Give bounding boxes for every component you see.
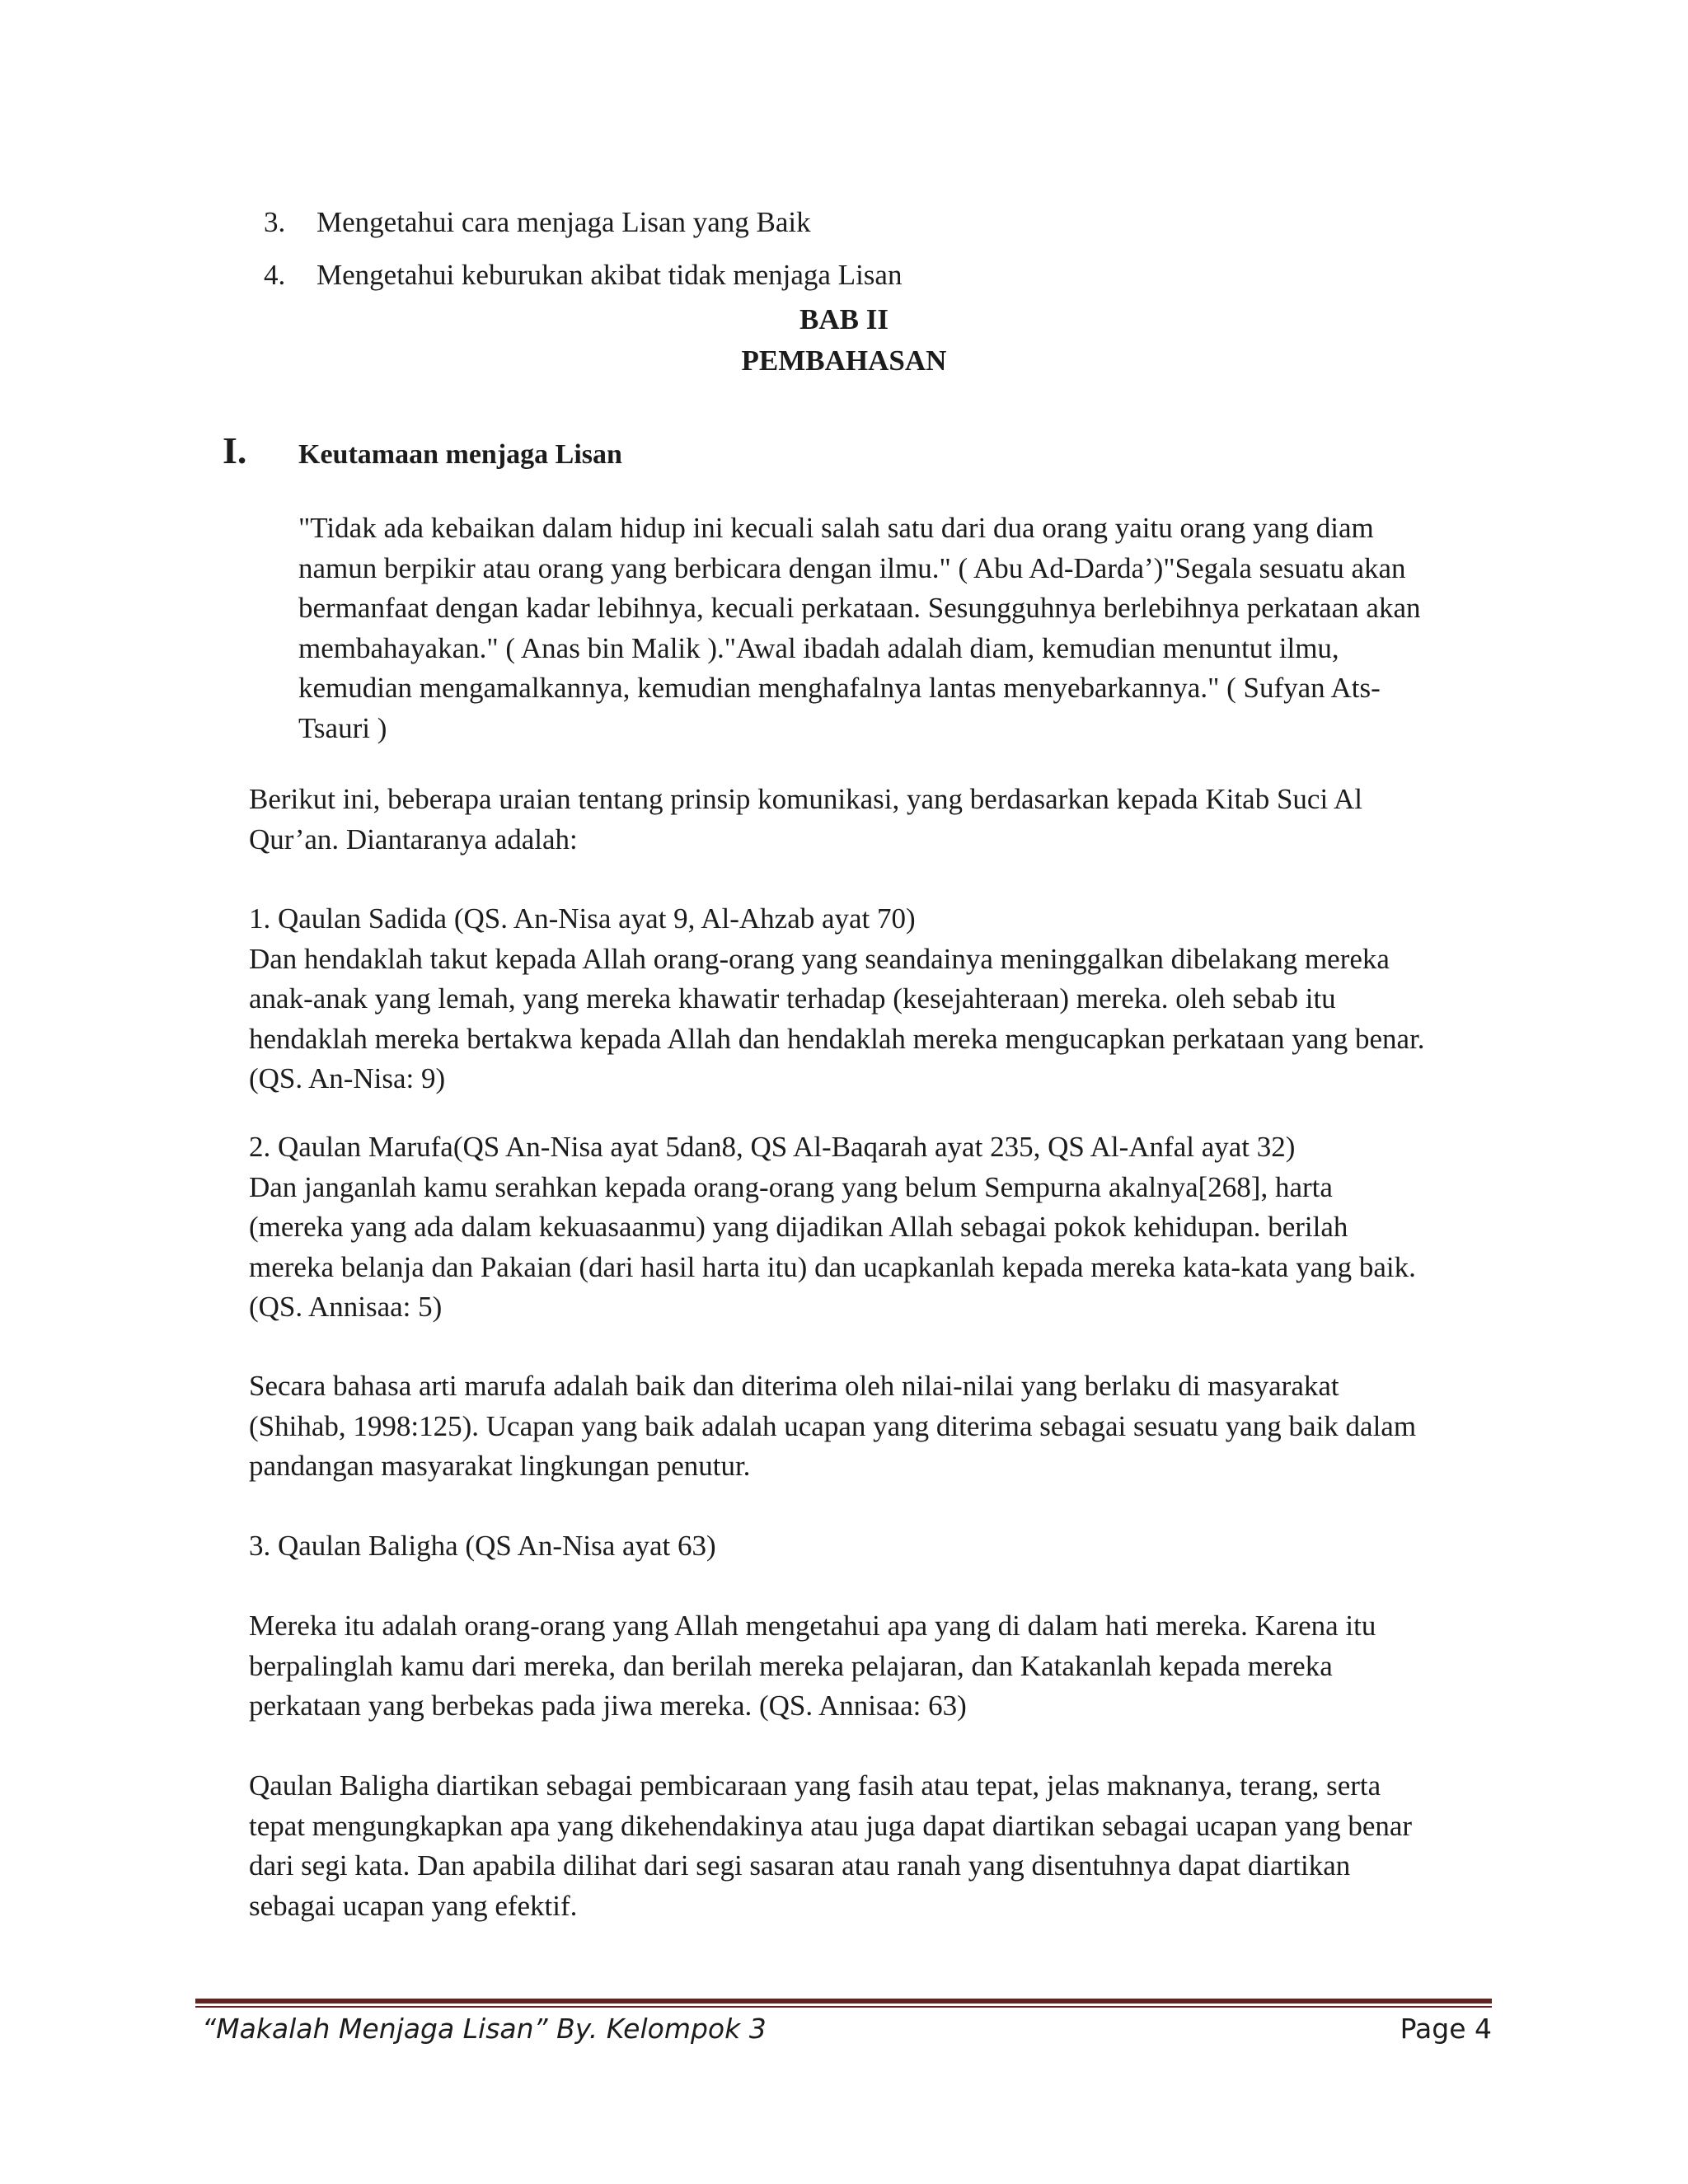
text-line: perkataan yang berbekas pada jiwa mereka. (QS. Annisaa: 63) (249, 1690, 967, 1722)
text-line: membahayakan." ( Anas bin Malik )."Awal ibadah adalah diam, kemudian menuntut ilmu, (298, 631, 1339, 664)
text-line: kemudian mengamalkannya, kemudian menghafalnya lantas menyebarkannya." ( Sufyan Ats- (298, 672, 1381, 704)
qaulan-sadida-paragraph (249, 899, 1502, 1099)
list-text: Mengetahui cara menjaga Lisan yang Baik (316, 206, 811, 238)
quote-paragraph (298, 509, 1502, 748)
text-line: bermanfaat dengan kadar lebihnya, kecuali perkataan. Sesungguhnya berlebihnya perkataan akan (298, 592, 1421, 624)
text-line: namun berpikir atau orang yang berbicara dengan ilmu." ( Abu Ad-Darda’)"Segala sesuatu akan (298, 551, 1406, 584)
footer-rule-thin (195, 2006, 1492, 2008)
text-line: berpalinglah kamu dari mereka, dan berilah mereka pelajaran, dan Katakanlah kepada mereka (249, 1649, 1333, 1682)
list-text: Mengetahui keburukan akibat tidak menjaga Lisan (316, 259, 903, 291)
text-line: "Tidak ada kebaikan dalam hidup ini kecuali salah satu dari dua orang yaitu orang yang diam (298, 512, 1374, 544)
text-line: dari segi kata. Dan apabila dilihat dari segi sasaran atau ranah yang disentuhnya dapat diartikan (249, 1849, 1351, 1882)
chapter-number: BAB II (799, 303, 889, 335)
list-number: 4. (264, 259, 286, 291)
chapter-title: PEMBAHASAN (741, 344, 947, 377)
marufa-definition-paragraph (249, 1366, 1502, 1487)
page-number: Page 4 (1400, 2013, 1492, 2045)
section-heading (223, 429, 622, 472)
text-line: hendaklah mereka bertakwa kepada Allah dan hendaklah mereka mengucapkan perkataan yang benar. (249, 1022, 1425, 1055)
section-title: Keutamaan menjaga Lisan (298, 439, 622, 470)
text-line: Qur’an. Diantaranya adalah: (249, 823, 578, 855)
text-line: (QS. An-Nisa: 9) (249, 1062, 446, 1094)
baligha-definition-paragraph (249, 1766, 1502, 1926)
text-line: sebagai ucapan yang efektif. (249, 1889, 578, 1922)
list-item (264, 196, 902, 249)
text-line: Mereka itu adalah orang-orang yang Allah mengetahui apa yang di dalam hati mereka. Karena itu (249, 1610, 1376, 1642)
objective-list (264, 196, 902, 302)
text-line: 2. Qaulan Marufa(QS An-Nisa ayat 5dan8, QS Al-Baqarah ayat 235, QS Al-Anfal ayat 32) (249, 1131, 1296, 1163)
qaulan-baligha-heading (249, 1526, 1502, 1567)
text-line: Qaulan Baligha diartikan sebagai pembicaraan yang fasih atau tepat, jelas maknanya, terang, serta (249, 1769, 1381, 1802)
text-line: Secara bahasa arti marufa adalah baik dan diterima oleh nilai-nilai yang berlaku di masyarakat (249, 1370, 1339, 1402)
text-line: Dan janganlah kamu serahkan kepada orang-orang yang belum Sempurna akalnya[268], harta (249, 1170, 1333, 1203)
text-line: Berikut ini, beberapa uraian tentang prinsip komunikasi, yang berdasarkan kepada Kitab Suci Al (249, 783, 1363, 815)
text-line: 3. Qaulan Baligha (QS An-Nisa ayat 63) (249, 1530, 716, 1562)
text-line: Dan hendaklah takut kepada Allah orang-orang yang seandainya meninggalkan dibelakang mereka (249, 942, 1390, 975)
text-line: Tsauri ) (298, 711, 387, 744)
section-numeral: I. (223, 429, 247, 471)
footer-title: “Makalah Menjaga Lisan” By. Kelompok 3 (202, 2013, 767, 2045)
list-item (264, 249, 902, 302)
qaulan-baligha-paragraph (249, 1606, 1502, 1727)
intro-paragraph (249, 780, 1502, 860)
list-number: 3. (264, 206, 286, 238)
text-line: 1. Qaulan Sadida (QS. An-Nisa ayat 9, Al-Ahzab ayat 70) (249, 902, 916, 935)
qaulan-marufa-paragraph (249, 1127, 1502, 1328)
footer-rule-thick (195, 1999, 1492, 2004)
text-line: (mereka yang ada dalam kekuasaanmu) yang dijadikan Allah sebagai pokok kehidupan. berilah (249, 1211, 1348, 1243)
text-line: pandangan masyarakat lingkungan penutur. (249, 1450, 751, 1482)
text-line: (QS. Annisaa: 5) (249, 1291, 443, 1323)
text-line: (Shihab, 1998:125). Ucapan yang baik adalah ucapan yang diterima sebagai sesuatu yang baik dalam (249, 1409, 1417, 1442)
text-line: mereka belanja dan Pakaian (dari hasil harta itu) dan ucapkanlah kepada mereka kata-kata yang baik. (249, 1250, 1416, 1283)
text-line: anak-anak yang lemah, yang mereka khawatir terhadap (kesejahteraan) mereka. oleh sebab itu (249, 982, 1336, 1015)
text-line: tepat mengungkapkan apa yang dikehendakinya atau juga dapat diartikan sebagai ucapan yang benar (249, 1809, 1413, 1842)
